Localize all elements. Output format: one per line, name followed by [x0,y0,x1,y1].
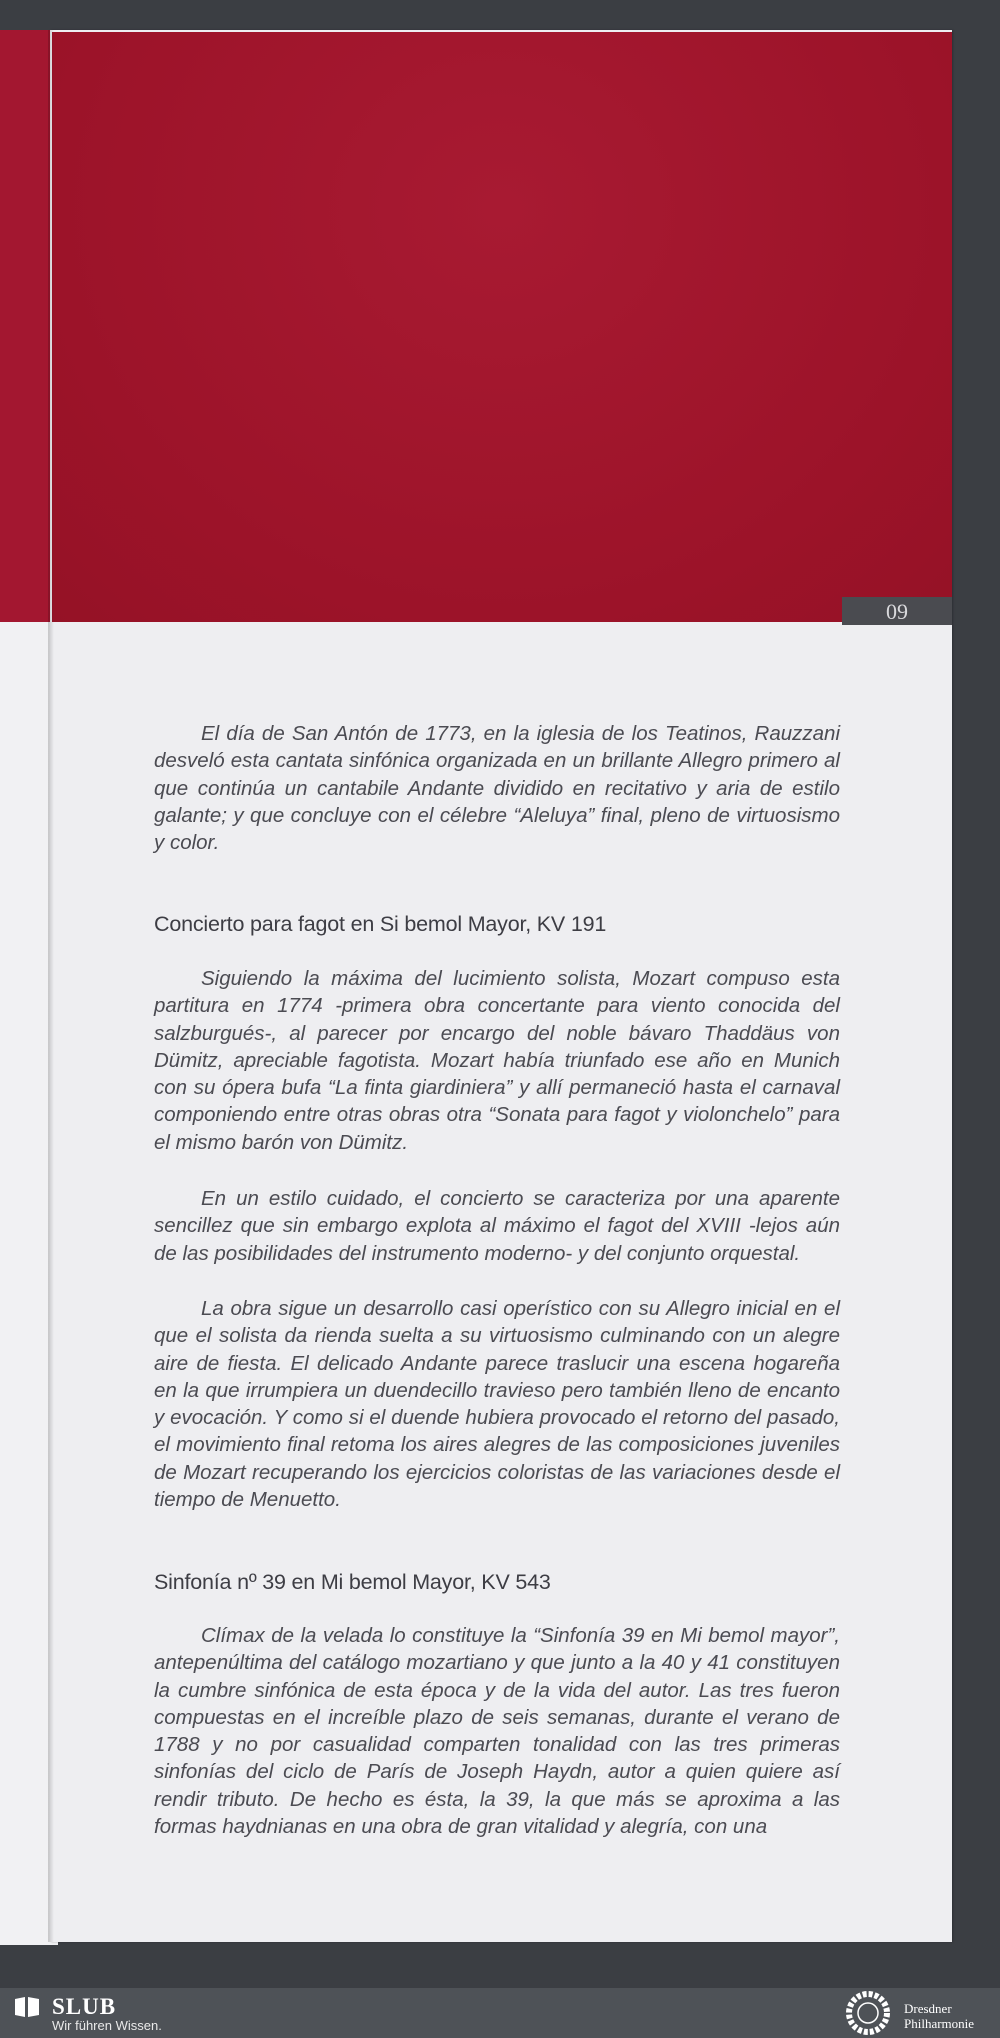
slub-logo-text: SLUB [52,1994,117,2019]
section1-heading-block [154,912,840,937]
page-number: 09 [842,597,952,625]
section1-paragraph-2: En un estilo cuidado, el concierto se caracteriza por una aparente sencillez que sin embargo explota al máximo el fagot del XVIII -lejos aún de las posibilidades del instrumento moderno- y del conjunto orquestal. [154,1187,840,1265]
slub-tagline: Wir führen Wissen. [52,2018,162,2033]
section1-paragraph-1: Siguiendo la máxima del lucimiento solista, Mozart compuso esta partitura en 1774 -primera obra concertante para viento conocida del salzburgués-, al parecer por encargo del noble bávaro Thaddäus von Dümitz, apreciable fagotista. Mozart había triunfado ese año en Munich con su ópera bufa “La finta giardiniera” y allí permaneció hasta el carnaval componiendo entre otras obras otra “Sonata para fagot y violonchelo” para el mismo barón von Dümitz. [154,967,840,1154]
partner-line-1: Dresdner [904,2001,952,2016]
section1-para3-block [154,1295,840,1513]
dresdner-philharmonie-logo-icon [840,1990,896,2036]
section1-paragraph-3: La obra sigue un desarrollo casi operístico con su Allegro inicial en el que el solista da rienda suelta a su virtuosismo culminando con un alegre aire de fiesta. El delicado Andante parece traslucir una escena hogareña en la que irrumpiera un duendecillo travieso pero también lleno de encanto y evocación. Y como si el duende hubiera provocado el retorno del pasado, el movimiento final retoma los aires alegres de las composiciones juveniles de Mozart recuperando los ejercicios coloristas de las variaciones desde el tiempo de Menuetto. [154,1297,840,1512]
intro-block [154,720,840,856]
intro-paragraph: El día de San Antón de 1773, en la iglesia de los Teatinos, Rauzzani desveló esta cantata sinfónica organizada en un brillante Allegro primero al que continúa un cantabile Andante dividido en recitativo y aria de estilo galante; y que concluye con el célebre “Aleluya” final, pleno de virtuosismo y color. [154,722,840,855]
section2-para1-block [154,1622,840,1840]
section2-paragraph-1: Clímax de la velada lo constituye la “Sinfonía 39 en Mi bemol mayor”, antepenúltima del catálogo mozartiano y que junto a la 40 y 41 constituyen la cumbre sinfónica de esta época y de la vida del autor. Las tres fueron compuestas en el increíble plazo de seis semanas, durante el verano de 1788 y no por casualidad comparten tonalidad con las tres primeras sinfonías del ciclo de París de Joseph Haydn, autor a quien quiere así rendir tributo. De hecho es ésta, la 39, la que más se aproxima a las formas haydnianas en una obra de gran vitalidad y alegría, con una [154,1624,840,1839]
section2-heading: Sinfonía nº 39 en Mi bemol Mayor, KV 543 [154,1570,551,1594]
left-page-red-edge [0,30,52,622]
slub-book-icon [14,1996,40,2018]
red-banner [52,32,952,622]
dresdner-philharmonie-text [904,2001,974,2031]
section1-heading: Concierto para fagot en Si bemol Mayor, KV 191 [154,912,607,936]
section1-para2-block [154,1185,840,1267]
page-fold-shadow [48,30,54,1942]
section1-para1-block [154,965,840,1156]
partner-line-2: Philharmonie [904,2016,975,2031]
section2-heading-block [154,1570,840,1595]
